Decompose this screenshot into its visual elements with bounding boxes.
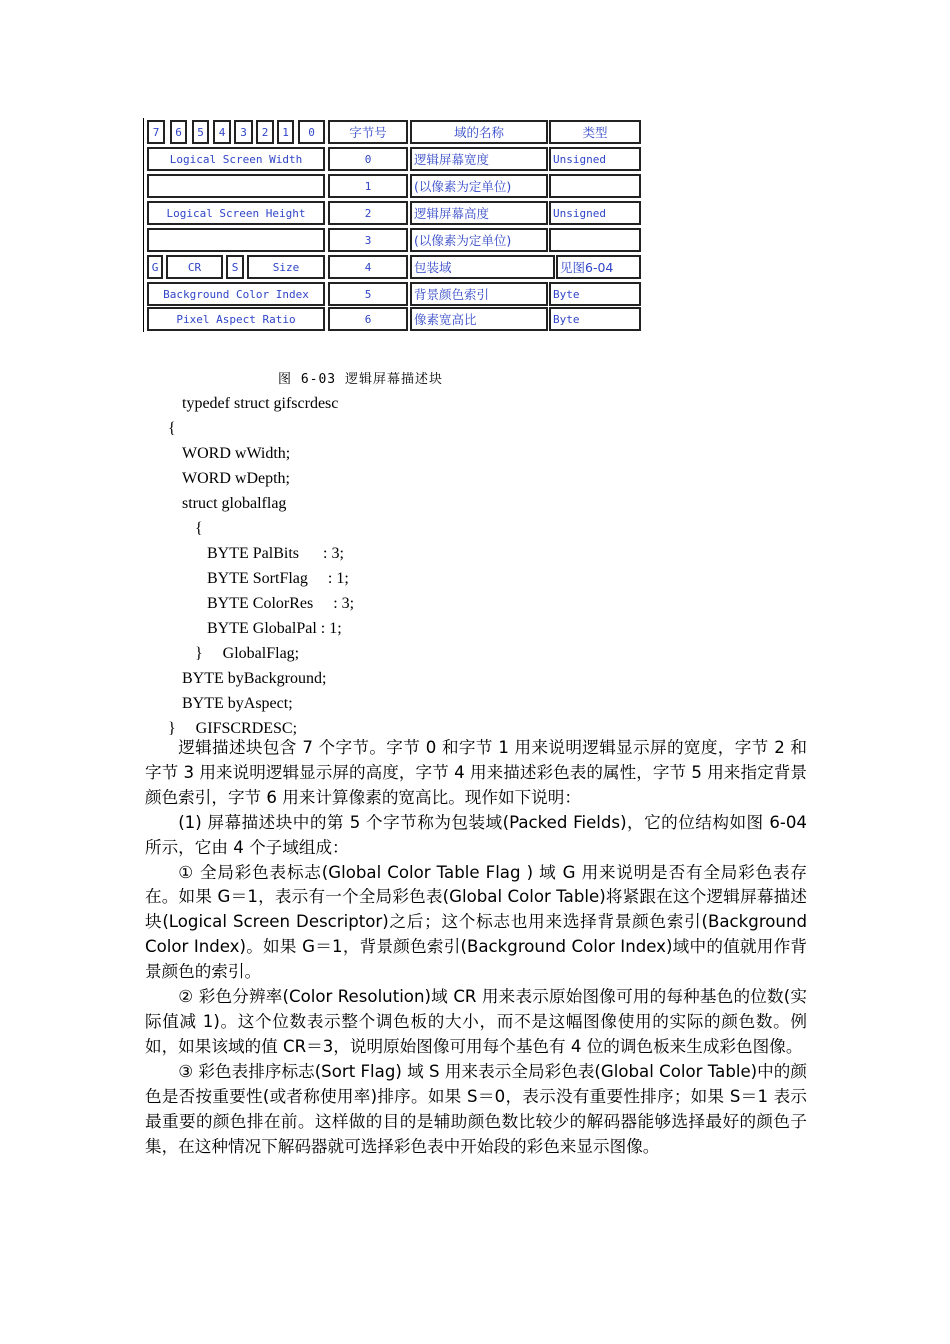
row5-name: 背景颜色索引 [410,282,548,306]
bit-5: 5 [192,120,209,144]
bit-7: 7 [147,120,165,144]
bit-4: 4 [213,120,231,144]
paragraph: 逻辑描述块包含 7 个字节。字节 0 和字节 1 用来说明逻辑显示屏的宽度，字节 2 和字节 3 用来说明逻辑显示屏的高度，字节 4 用来描述彩色表的属性，字节 5 用来指定背景颜色索引，字节 6 用来计算像素的宽高比。现作如下说明： [145,738,807,807]
code-line: BYTE PalBits : 3; [207,545,344,562]
code-line: WORD wDepth; [182,470,290,487]
header-type: 类型 [549,120,641,144]
row3-field [147,228,325,252]
screen-descriptor-table [143,118,643,332]
row3-name: (以像素为定单位) [410,228,548,252]
bit-2: 2 [256,120,274,144]
bit-0: 0 [298,120,325,144]
code-line: { [195,520,203,537]
code-line: BYTE SortFlag : 1; [207,570,349,587]
code-line: BYTE byBackground; [182,670,327,687]
row6-byte: 6 [328,307,408,331]
header-byte-no: 字节号 [328,120,408,144]
row2-byte: 2 [328,201,408,225]
table-left-rule [143,118,144,332]
paragraph: ③ 彩色表排序标志(Sort Flag) 域 S 用来表示全局彩色表(Global Color Table)中的颜色是否按重要性(或者称使用率)排序。如果 S＝0，表示没有重要性排序；如果 S＝1 表示最重要的颜色排在前。这样做的目的是辅助颜色数比较少的解码器能够选择最好的颜色子集，在这种情况下解码器就可选择彩色表中开始段的彩色来显示图像。 [145,1061,807,1156]
row4-name: 包装域 [410,255,555,279]
row0-name: 逻辑屏幕宽度 [410,147,548,171]
row1-name: (以像素为定单位) [410,174,548,198]
row3-byte: 3 [328,228,408,252]
code-line: WORD wWidth; [182,445,291,462]
body-text [145,736,807,1159]
code-line: BYTE byAspect; [182,695,293,712]
code-line: BYTE GlobalPal : 1; [207,620,342,637]
row1-byte: 1 [328,174,408,198]
row6-field: Pixel Aspect Ratio [147,307,325,331]
code-line: typedef struct gifscrdesc [182,395,339,412]
row6-name: 像素宽高比 [410,307,548,331]
row5-field: Background Color Index [147,282,325,306]
row1-type [549,174,641,198]
code-line: } GlobalFlag; [195,645,300,662]
row0-type: Unsigned [549,147,641,171]
figure-caption: 图 6-03 逻辑屏幕描述块 [278,372,443,387]
row5-type: Byte [549,282,641,306]
row3-type [549,228,641,252]
row0-field: Logical Screen Width [147,147,325,171]
code-line: struct globalflag [182,495,287,512]
packed-s: S [226,255,244,279]
header-field-name: 域的名称 [410,120,548,144]
row5-byte: 5 [328,282,408,306]
row4-byte: 4 [328,255,408,279]
paragraph: ① 全局彩色表标志(Global Color Table Flag ) 域 G 用来说明是否有全局彩色表存在。如果 G＝1，表示有一个全局彩色表(Global Color Table)将紧跟在这个逻辑屏幕描述块(Logical Screen Descriptor)之后；这个标志也用来选择背景颜色索引(Background Color Index)。如果 G＝1，背景颜色索引(Background Color Index)域中的值就用作背景颜色的索引。 [145,862,807,982]
packed-g: G [147,255,163,279]
paragraph: ② 彩色分辨率(Color Resolution)域 CR 用来表示原始图像可用的每种基色的位数(实际值减 1)。这个位数表示整个调色板的大小，而不是这幅图像使用的实际的颜色数。例如，如果该域的值 CR＝3，说明原始图像可用每个基色有 4 位的调色板来生成彩色图像。 [145,987,807,1056]
packed-cr: CR [166,255,223,279]
packed-size: Size [247,255,325,279]
code-line: { [168,420,176,437]
bit-3: 3 [234,120,253,144]
row6-type: Byte [549,307,641,331]
paragraph: (1) 屏幕描述块中的第 5 个字节称为包装域(Packed Fields)，它的位结构如图 6-04 所示，它由 4 个子域组成： [145,812,807,857]
row2-type: Unsigned [549,201,641,225]
row2-name: 逻辑屏幕高度 [410,201,548,225]
bit-1: 1 [277,120,294,144]
code-line: } GIFSCRDESC; [168,720,298,737]
row4-type: 见图6-04 [556,255,641,279]
row1-field [147,174,325,198]
row0-byte: 0 [328,147,408,171]
bit-6: 6 [170,120,187,144]
code-line: BYTE ColorRes : 3; [207,595,355,612]
row2-field: Logical Screen Height [147,201,325,225]
